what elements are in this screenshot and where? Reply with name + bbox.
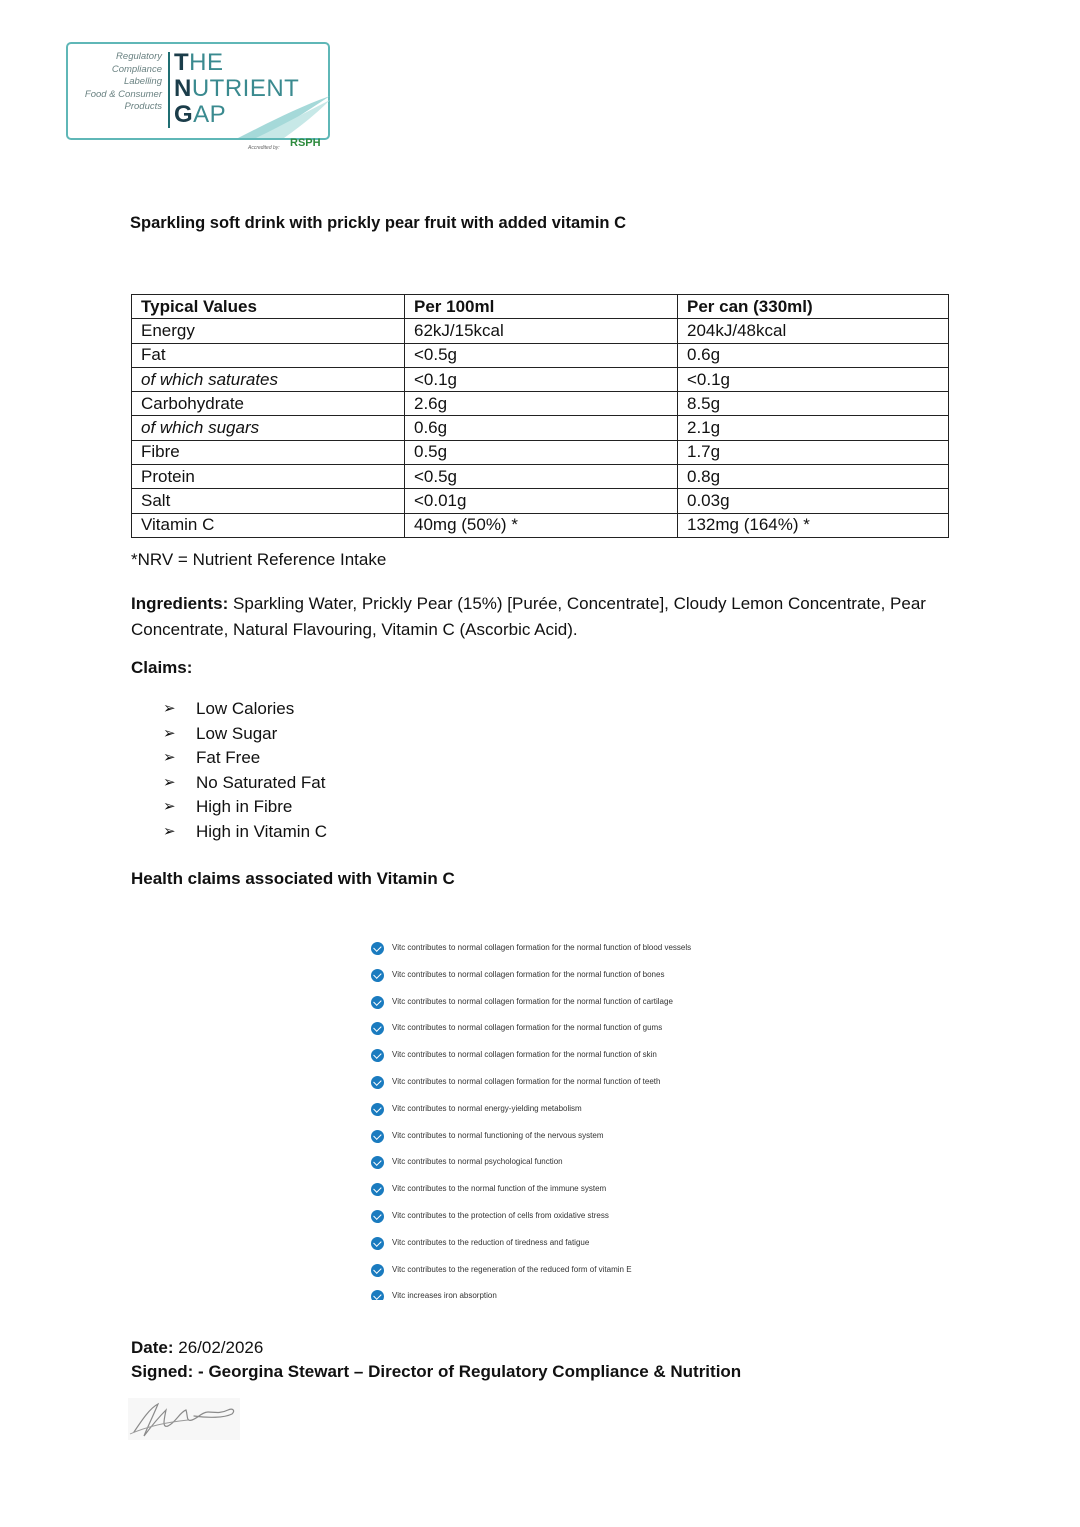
column-header: Per can (330ml) xyxy=(678,295,949,319)
nutrient-label: Energy xyxy=(132,319,405,343)
logo-service-list xyxy=(70,51,162,114)
claim-text: High in Fibre xyxy=(196,797,293,817)
check-circle-icon xyxy=(371,1076,384,1089)
arrow-bullet-icon: ➢ xyxy=(163,749,176,767)
health-claim-text: Vitc contributes to the reduction of tiredness and fatigue xyxy=(392,1237,590,1247)
list-item xyxy=(371,1288,751,1300)
per-100ml-value: 0.6g xyxy=(405,416,678,440)
nutrient-label: of which saturates xyxy=(132,367,405,391)
claims-list xyxy=(163,697,327,844)
list-item xyxy=(371,940,751,967)
nutrition-table xyxy=(131,294,949,538)
column-header: Typical Values xyxy=(132,295,405,319)
handwritten-signature-image xyxy=(128,1398,240,1440)
check-circle-icon xyxy=(371,969,384,982)
list-item xyxy=(371,1235,751,1262)
list-item xyxy=(371,1181,751,1208)
check-circle-icon xyxy=(371,942,384,955)
health-claims-list xyxy=(371,940,751,1300)
table-row xyxy=(132,392,949,416)
table-row xyxy=(132,465,949,489)
health-claim-text: Vitc contributes to normal functioning of the nervous system xyxy=(392,1130,604,1140)
list-item xyxy=(163,746,327,771)
list-item xyxy=(371,994,751,1021)
per-can-value: 1.7g xyxy=(678,440,949,464)
check-circle-icon xyxy=(371,996,384,1009)
check-circle-icon xyxy=(371,1022,384,1035)
arrow-bullet-icon: ➢ xyxy=(163,822,176,840)
check-circle-icon xyxy=(371,1130,384,1143)
table-row xyxy=(132,343,949,367)
per-100ml-value: <0.5g xyxy=(405,343,678,367)
logo-service-line: Labelling xyxy=(123,76,162,87)
claims-heading: Claims: xyxy=(131,658,193,677)
list-item xyxy=(371,1208,751,1235)
date-value: 26/02/2026 xyxy=(173,1338,264,1357)
health-claim-text: Vitc contributes to normal psychological function xyxy=(392,1157,563,1167)
health-claim-text: Vitc contributes to normal collagen formation for the normal function of teeth xyxy=(392,1076,661,1086)
logo-service-line: Compliance xyxy=(111,63,162,75)
rsph-badge: RSPH xyxy=(290,137,321,149)
per-100ml-value: 40mg (50%) * xyxy=(405,513,678,537)
health-claim-text: Vitc contributes to the normal function of the immune system xyxy=(392,1184,607,1194)
per-100ml-value: 62kJ/15kcal xyxy=(405,319,678,343)
claim-text: Low Sugar xyxy=(196,723,278,743)
table-row xyxy=(132,513,949,537)
per-can-value: 132mg (164%) * xyxy=(678,513,949,537)
per-can-value: 0.6g xyxy=(678,343,949,367)
per-can-value: 0.03g xyxy=(678,489,949,513)
check-circle-icon xyxy=(371,1103,384,1116)
list-item xyxy=(371,1262,751,1289)
ingredients-paragraph xyxy=(131,591,941,643)
per-100ml-value: <0.5g xyxy=(405,465,678,489)
per-100ml-value: 2.6g xyxy=(405,392,678,416)
health-claim-text: Vitc contributes to normal collagen formation for the normal function of cartilage xyxy=(392,996,673,1006)
logo-swoosh-icon xyxy=(236,94,332,140)
health-claims-heading: Health claims associated with Vitamin C xyxy=(131,869,455,888)
logo-wordmark: THE NUTRIENT GAP xyxy=(174,49,300,128)
check-circle-icon xyxy=(371,1049,384,1062)
list-item xyxy=(163,771,327,796)
document-date xyxy=(131,1338,263,1358)
per-can-value: <0.1g xyxy=(678,367,949,391)
date-label: Date: xyxy=(131,1338,174,1357)
ingredients-text: Sparkling Water, Prickly Pear (15%) [Purée, Concentrate], Cloudy Lemon Concentrate, Pear Concentrate, Natural Flavouring, Vitamin C (Ascorbic Acid). xyxy=(131,594,926,639)
per-can-value: 204kJ/48kcal xyxy=(678,319,949,343)
health-claim-text: Vitc contributes to normal collagen formation for the normal function of bones xyxy=(392,969,665,979)
nutrient-label: of which sugars xyxy=(132,416,405,440)
table-row xyxy=(132,367,949,391)
health-claim-text: Vitc contributes to the protection of cells from oxidative stress xyxy=(392,1210,609,1220)
list-item xyxy=(163,820,327,845)
per-100ml-value: <0.01g xyxy=(405,489,678,513)
list-item xyxy=(371,1154,751,1181)
logo-service-line: Products xyxy=(124,101,162,112)
company-logo xyxy=(66,42,334,156)
column-header: Per 100ml xyxy=(405,295,678,319)
nutrient-label: Vitamin C xyxy=(132,513,405,537)
arrow-bullet-icon: ➢ xyxy=(163,724,176,742)
per-can-value: 0.8g xyxy=(678,465,949,489)
check-circle-icon xyxy=(371,1210,384,1223)
nutrient-label: Fibre xyxy=(132,440,405,464)
product-title: Sparkling soft drink with prickly pear fruit with added vitamin C xyxy=(130,214,626,232)
health-claim-text: Vitc contributes to normal collagen formation for the normal function of skin xyxy=(392,1050,657,1060)
table-row xyxy=(132,416,949,440)
list-item xyxy=(371,1128,751,1155)
claim-text: High in Vitamin C xyxy=(196,821,328,841)
nutrient-label: Protein xyxy=(132,465,405,489)
nrv-footnote: *NRV = Nutrient Reference Intake xyxy=(131,550,387,569)
per-100ml-value: 0.5g xyxy=(405,440,678,464)
claim-text: No Saturated Fat xyxy=(196,772,326,792)
health-claim-text: Vitc contributes to the regeneration of the reduced form of vitamin E xyxy=(392,1264,632,1274)
claim-text: Low Calories xyxy=(196,699,295,719)
table-header-row xyxy=(132,295,949,319)
list-item xyxy=(371,1074,751,1101)
arrow-bullet-icon: ➢ xyxy=(163,798,176,816)
list-item xyxy=(371,1047,751,1074)
per-can-value: 8.5g xyxy=(678,392,949,416)
nutrient-label: Salt xyxy=(132,489,405,513)
check-circle-icon xyxy=(371,1290,384,1300)
nutrient-label: Fat xyxy=(132,343,405,367)
list-item xyxy=(371,1020,751,1047)
list-item xyxy=(371,967,751,994)
list-item xyxy=(163,795,327,820)
nutrient-label: Carbohydrate xyxy=(132,392,405,416)
check-circle-icon xyxy=(371,1237,384,1250)
logo-service-line: Regulatory xyxy=(116,51,162,62)
table-row xyxy=(132,489,949,513)
arrow-bullet-icon: ➢ xyxy=(163,700,176,718)
health-claim-text: Vitc increases iron absorption xyxy=(392,1291,497,1300)
list-item xyxy=(371,1101,751,1128)
arrow-bullet-icon: ➢ xyxy=(163,773,176,791)
per-can-value: 2.1g xyxy=(678,416,949,440)
claim-text: Fat Free xyxy=(196,748,261,768)
check-circle-icon xyxy=(371,1156,384,1169)
ingredients-label: Ingredients: xyxy=(131,594,229,613)
per-100ml-value: <0.1g xyxy=(405,367,678,391)
check-circle-icon xyxy=(371,1264,384,1277)
health-claim-text: Vitc contributes to normal energy-yielding metabolism xyxy=(392,1103,582,1113)
table-row xyxy=(132,440,949,464)
check-circle-icon xyxy=(371,1183,384,1196)
logo-service-line: Food & Consumer xyxy=(84,88,162,100)
health-claim-text: Vitc contributes to normal collagen formation for the normal function of gums xyxy=(392,1023,663,1033)
health-claim-text: Vitc contributes to normal collagen formation for the normal function of blood vessels xyxy=(392,943,692,952)
signed-by: Signed: - Georgina Stewart – Director of Regulatory Compliance & Nutrition xyxy=(131,1362,742,1381)
logo-accredited-text: Accredited by: xyxy=(248,145,280,151)
logo-divider xyxy=(168,52,170,128)
list-item xyxy=(163,697,327,722)
table-row xyxy=(132,319,949,343)
list-item xyxy=(163,722,327,747)
